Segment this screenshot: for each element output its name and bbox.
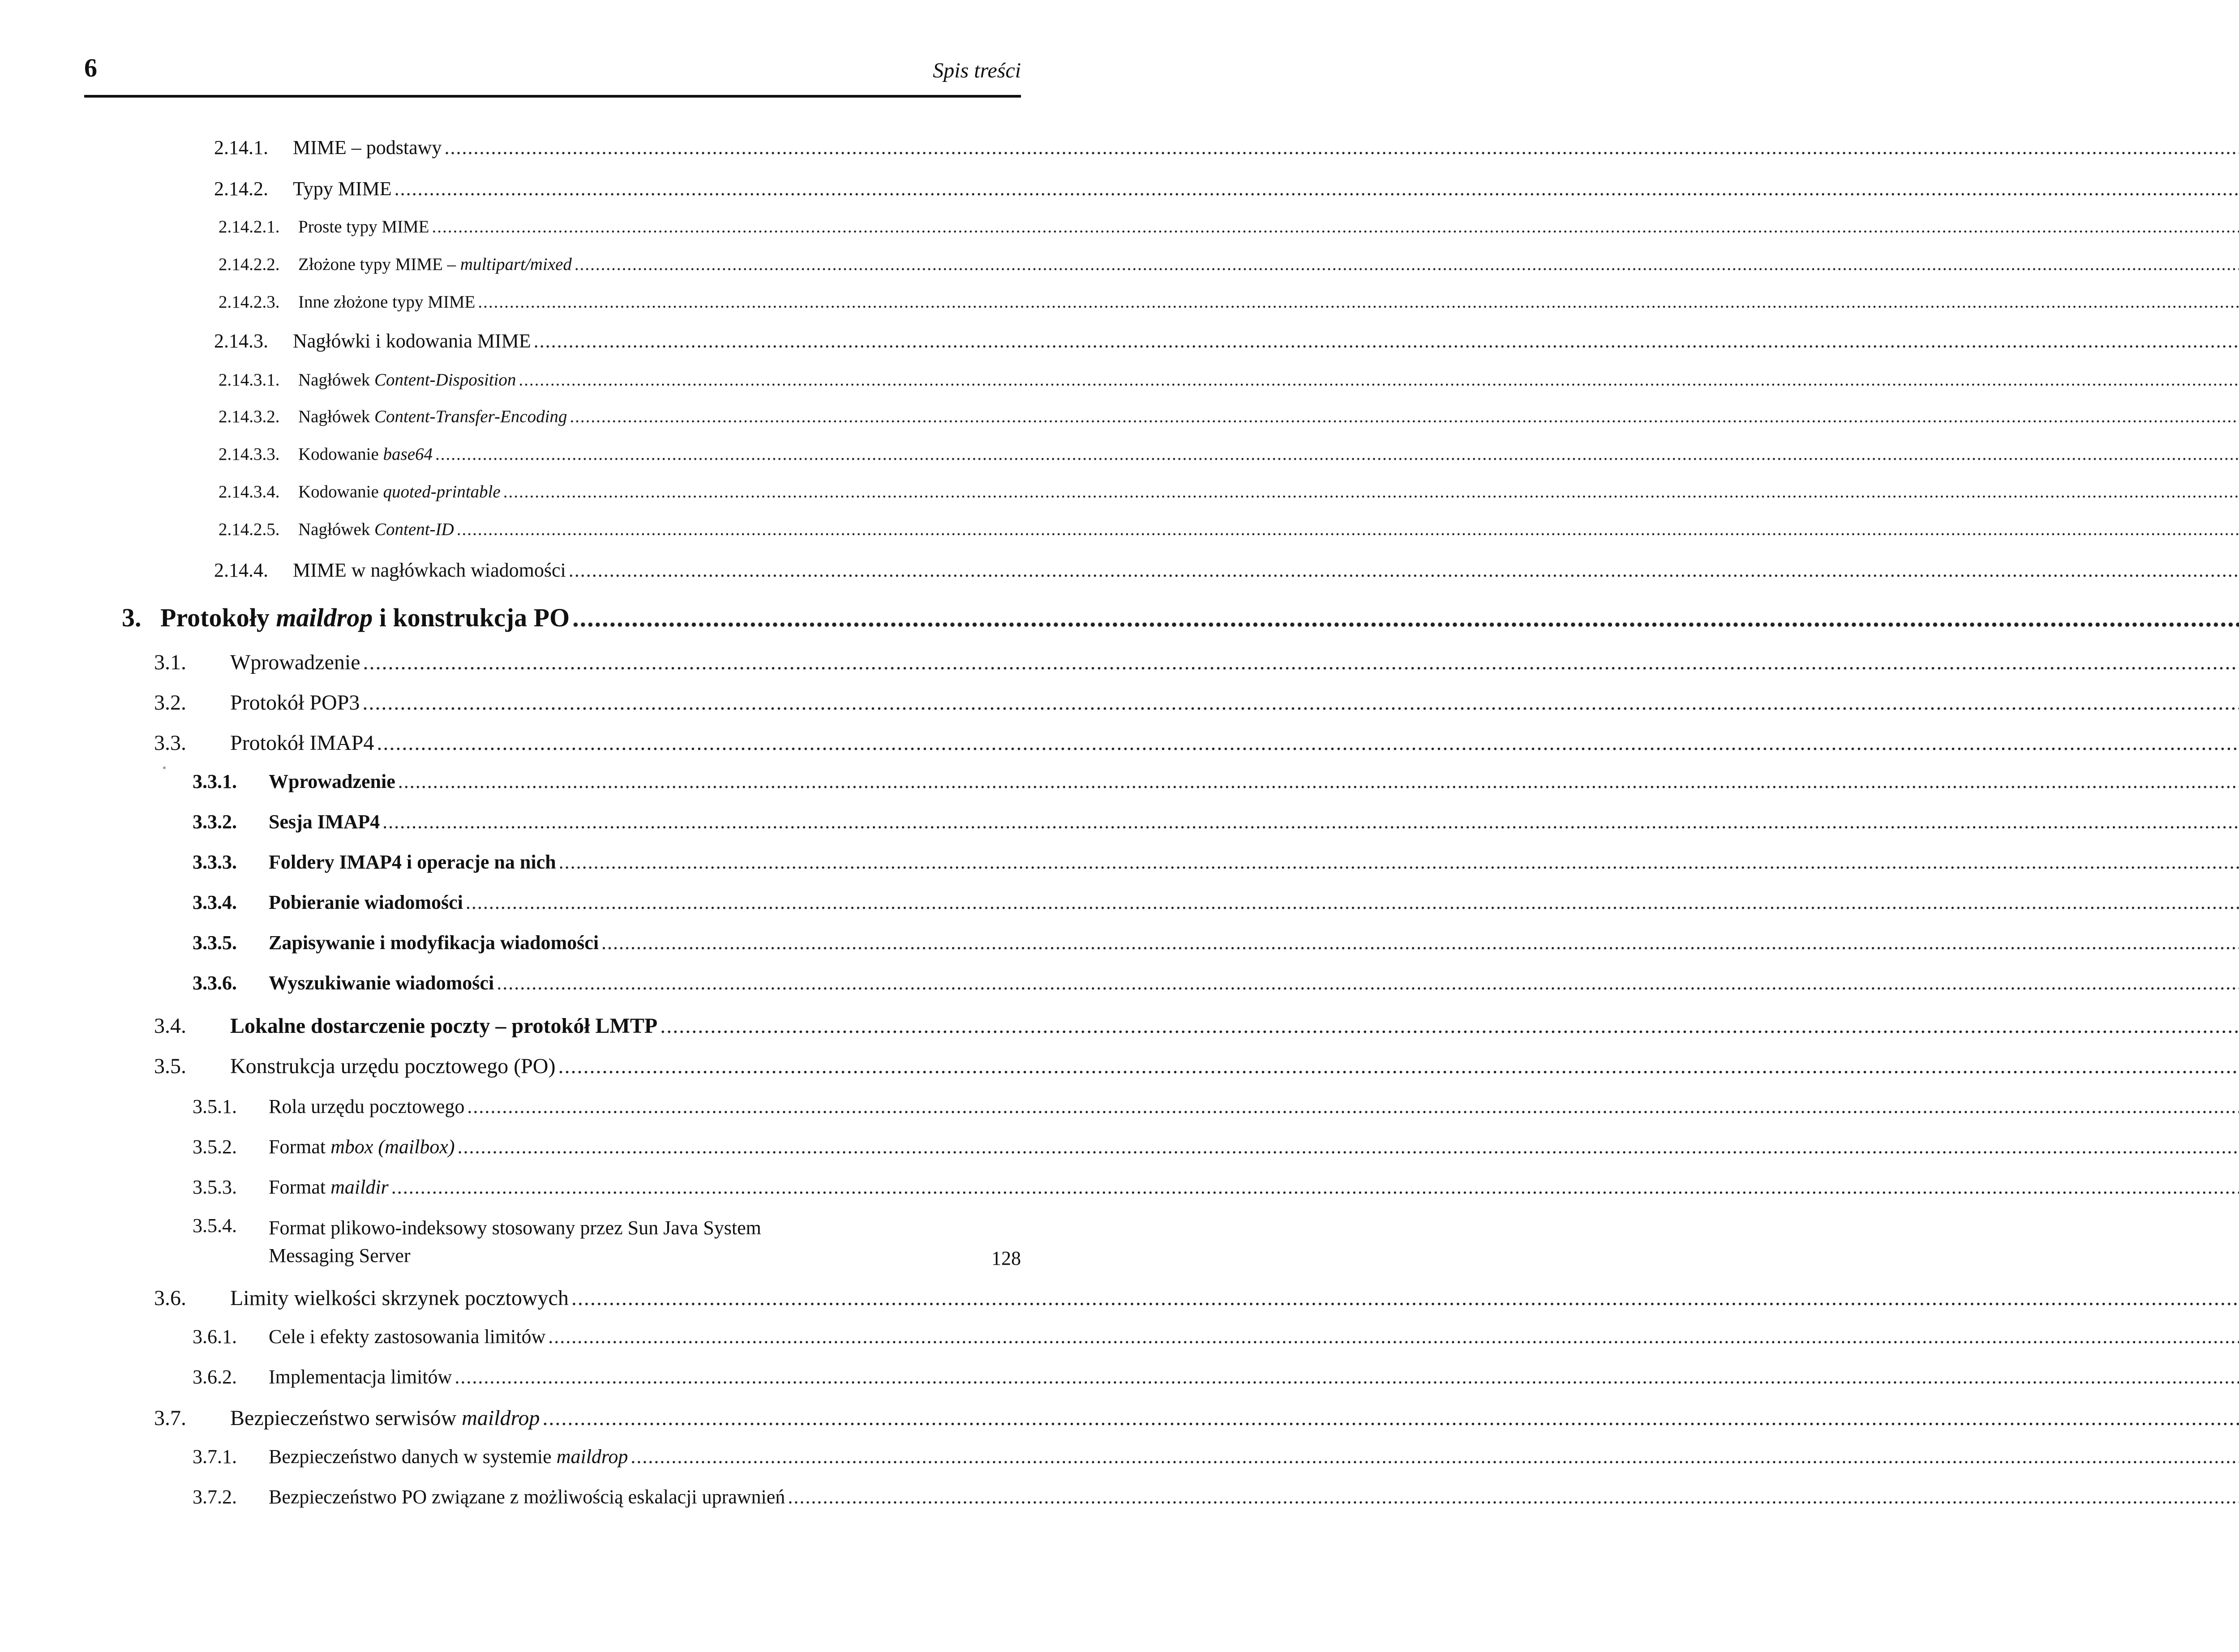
toc-title: Kodowanie quoted-printable — [298, 482, 501, 501]
toc-number: 2.14.3.1. — [219, 370, 280, 389]
scan-speck — [163, 766, 166, 769]
leader-dots — [362, 690, 2239, 715]
toc-entry[interactable] — [219, 217, 1021, 237]
leader-dots — [570, 407, 2239, 427]
toc-title: Kodowanie base64 — [298, 445, 433, 464]
toc-title: Wprowadzenie — [269, 770, 395, 792]
toc-number: 3.5.1. — [193, 1096, 237, 1117]
toc-title: Nagłówek Content-Disposition — [298, 370, 516, 389]
toc-number: 3.5.2. — [193, 1136, 237, 1158]
leader-dots — [497, 972, 2239, 994]
toc-title: Zapisywanie i modyfikacja wiadomości — [269, 932, 599, 954]
leader-dots — [398, 770, 2239, 793]
toc-title: Format plikowo-indeksowy stosowany przez Sun Java System Messaging Server — [269, 1217, 761, 1267]
running-title: Spis treści — [933, 59, 1021, 82]
toc-number: 3.3.6. — [193, 972, 237, 994]
leader-dots — [457, 1135, 2239, 1158]
toc-entry[interactable] — [214, 330, 1021, 352]
page-number: 6 — [84, 53, 97, 82]
toc-entry[interactable] — [219, 254, 1021, 274]
leader-dots — [363, 650, 2239, 675]
toc-number: 3.3.1. — [193, 770, 237, 792]
toc-entry[interactable] — [154, 731, 1021, 755]
toc-number: 3.7.2. — [193, 1486, 237, 1508]
toc-number: 3.3.2. — [193, 811, 237, 833]
toc-number: 3.2. — [154, 691, 186, 715]
toc-number: 2.14.3. — [214, 330, 268, 352]
toc-entry[interactable] — [154, 1054, 1021, 1079]
leader-dots — [631, 1445, 2239, 1468]
toc-title: MIME – podstawy — [293, 137, 442, 158]
leader-dots — [503, 482, 2239, 502]
toc-entry[interactable] — [193, 1135, 1021, 1158]
toc-number: 2.14.2.3. — [219, 292, 280, 312]
toc-chapter-entry[interactable] — [122, 603, 1021, 633]
toc-number: 2.14.4. — [214, 559, 268, 581]
toc-number: 2.14.3.3. — [219, 445, 280, 464]
leader-dots — [542, 1406, 2239, 1430]
toc-entry[interactable] — [193, 810, 1021, 833]
toc-number: 3.4. — [154, 1014, 186, 1038]
leader-dots — [382, 810, 2239, 833]
toc-title: Limity wielkości skrzynek pocztowych — [230, 1286, 569, 1310]
toc-title: Bezpieczeństwo danych w systemie maildrop — [269, 1446, 628, 1468]
toc-entry[interactable] — [154, 650, 1021, 675]
toc-entry[interactable] — [219, 407, 1021, 427]
toc-title: Format maildir — [269, 1176, 389, 1198]
toc-entry[interactable] — [154, 1406, 1021, 1430]
toc-number: 3.5. — [154, 1054, 186, 1078]
toc-number: 2.14.2.1. — [219, 217, 280, 236]
toc-number: 3.3.3. — [193, 851, 237, 873]
toc-title: Protokół POP3 — [230, 691, 360, 715]
leader-dots — [377, 731, 2239, 755]
toc-number: 2.14.2.2. — [219, 255, 280, 274]
toc-number: 3.3.4. — [193, 891, 237, 913]
toc-entry[interactable] — [154, 1286, 1021, 1310]
leader-dots — [391, 1176, 2239, 1198]
toc-number: 3.7. — [154, 1406, 186, 1430]
leader-dots — [432, 217, 2239, 237]
toc-entry[interactable] — [193, 851, 1021, 873]
toc-entry[interactable] — [219, 482, 1021, 502]
leader-dots — [455, 1365, 2239, 1388]
toc-entry[interactable] — [193, 1485, 1021, 1508]
toc-entry[interactable] — [214, 177, 1021, 200]
leader-dots — [571, 1286, 2239, 1310]
toc-number: 2.14.3.2. — [219, 407, 280, 426]
leader-dots — [572, 603, 2239, 633]
toc-title: Bezpieczeństwo serwisów maildrop — [230, 1406, 540, 1430]
toc-title: MIME w nagłówkach wiadomości — [293, 559, 566, 581]
leader-dots — [569, 559, 2239, 582]
toc-entry[interactable] — [193, 931, 1021, 954]
toc-number: 3.6. — [154, 1286, 186, 1310]
toc-number: 3.5.4. — [193, 1215, 237, 1237]
toc-title: Cele i efekty zastosowania limitów — [269, 1326, 546, 1348]
toc-number: 3.6.1. — [193, 1326, 237, 1348]
toc-page: 128 — [991, 1247, 1021, 1269]
leader-dots — [467, 1095, 2239, 1118]
toc-number: 3.7.1. — [193, 1446, 237, 1468]
toc-entry[interactable] — [193, 1214, 1021, 1270]
leader-dots — [534, 330, 2239, 352]
toc-entry[interactable] — [214, 559, 1021, 582]
leader-dots — [558, 1054, 2239, 1079]
toc-title: Bezpieczeństwo PO związane z możliwością eskalacji uprawnień — [269, 1486, 785, 1508]
leader-dots — [478, 292, 2239, 312]
toc-entry[interactable] — [193, 770, 1021, 793]
toc-entry[interactable] — [193, 891, 1021, 914]
leader-dots — [548, 1325, 2239, 1348]
toc-number: 3. — [122, 603, 142, 632]
toc-entry[interactable] — [193, 1095, 1021, 1118]
toc-entry[interactable] — [219, 444, 1021, 464]
leader-dots — [457, 519, 2239, 539]
toc-title: Typy MIME — [293, 178, 392, 200]
toc-title: Pobieranie wiadomości — [269, 891, 463, 913]
toc-entry[interactable] — [193, 1445, 1021, 1468]
toc-title: Konstrukcja urzędu pocztowego (PO) — [230, 1054, 556, 1078]
toc-entry[interactable] — [214, 136, 1021, 159]
toc-title: Format mbox (mailbox) — [269, 1136, 455, 1158]
toc-title: Inne złożone typy MIME — [298, 292, 476, 312]
toc-title: Sesja IMAP4 — [269, 811, 380, 833]
toc-number: 2.14.1. — [214, 137, 268, 158]
toc-title: Protokół IMAP4 — [230, 731, 374, 755]
toc-title: Złożone typy MIME – multipart/mixed — [298, 255, 572, 274]
toc-number: 2.14.2. — [214, 178, 268, 200]
header-rule — [84, 95, 1021, 98]
toc-title: Wyszukiwanie wiadomości — [269, 972, 494, 994]
leader-dots — [435, 444, 2239, 464]
toc-title: Protokoły maildrop i konstrukcja PO — [160, 603, 570, 632]
toc-entry[interactable] — [154, 690, 1021, 715]
toc-entry[interactable] — [219, 292, 1021, 312]
toc-title: Wprowadzenie — [230, 651, 360, 674]
toc-entry[interactable] — [154, 1014, 1021, 1038]
toc-number: 3.1. — [154, 651, 186, 674]
toc-title: Implementacja limitów — [269, 1366, 452, 1388]
toc-entry[interactable] — [193, 972, 1021, 994]
toc-title: Proste typy MIME — [298, 217, 429, 236]
toc-number: 3.6.2. — [193, 1366, 237, 1388]
toc-entry[interactable] — [193, 1176, 1021, 1198]
toc-entry[interactable] — [193, 1325, 1021, 1348]
toc-entry[interactable] — [219, 370, 1021, 390]
leader-dots — [788, 1485, 2239, 1508]
leader-dots — [575, 254, 2239, 274]
toc-entry[interactable] — [219, 519, 1021, 539]
toc-title: Rola urzędu pocztowego — [269, 1096, 465, 1117]
leader-dots — [601, 931, 2239, 954]
toc-number: 3.3. — [154, 731, 186, 755]
leader-dots — [660, 1014, 2239, 1038]
toc-number: 2.14.2.5. — [219, 520, 280, 539]
toc-title: Nagłówki i kodowania MIME — [293, 330, 531, 352]
toc-number: 3.3.5. — [193, 932, 237, 954]
leader-dots — [466, 891, 2239, 914]
toc-number: 2.14.3.4. — [219, 482, 280, 501]
leader-dots — [444, 136, 2239, 159]
toc-title: Lokalne dostarczenie poczty – protokół LMTP — [230, 1014, 658, 1038]
toc-title: Foldery IMAP4 i operacje na nich — [269, 851, 556, 873]
toc-title: Nagłówek Content-ID — [298, 520, 454, 539]
leader-dots — [559, 851, 2239, 873]
leader-dots — [519, 370, 2239, 390]
toc-title: Nagłówek Content-Transfer-Encoding — [298, 407, 567, 426]
leader-dots — [395, 177, 2239, 200]
toc-entry[interactable] — [193, 1365, 1021, 1388]
toc-number: 3.5.3. — [193, 1176, 237, 1198]
